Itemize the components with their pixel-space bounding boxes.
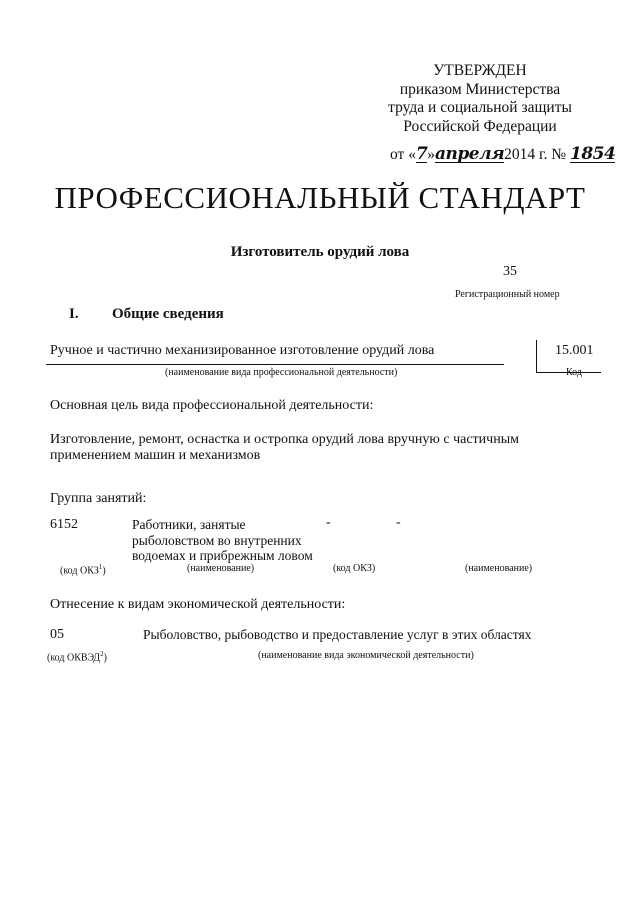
order-number: 1854	[570, 144, 616, 164]
section-heading: Общие сведения	[112, 306, 224, 322]
order-day: 7	[415, 144, 428, 164]
document-title: ПРОФЕССИОНАЛЬНЫЙ СТАНДАРТ	[54, 180, 586, 215]
activity-code-caption: Код	[566, 367, 582, 378]
order-quote-close: »	[427, 146, 436, 163]
caption-okz-code: (код ОКЗ$^1$)	[60, 563, 106, 577]
order-month: апреля	[435, 144, 505, 164]
caption-okz-name: (наименование)	[187, 563, 255, 574]
activity-underline	[46, 364, 504, 365]
economic-label: Отнесение к видам экономической деятельности:	[50, 597, 346, 612]
activity-name-caption: (наименование вида профессиональной деятельности)	[165, 367, 398, 378]
economic-code: 05	[50, 627, 64, 642]
approval-block	[360, 62, 600, 136]
activity-code: 15.001	[555, 343, 594, 358]
order-prefix: от «	[390, 146, 416, 163]
occupation-name-2: -	[396, 515, 401, 530]
goal-label: Основная цель вида профессиональной деятельности:	[50, 398, 374, 413]
approval-line-ministry: труда и социальной защиты	[388, 99, 572, 116]
caption-okz-name-2: (наименование)	[465, 563, 533, 574]
economic-name: Рыболовство, рыбоводство и предоставление услуг в этих областях	[143, 627, 532, 642]
occupation-code: 6152	[50, 517, 78, 532]
registration-number: 35	[503, 264, 517, 279]
occupation-group-label: Группа занятий:	[50, 491, 147, 506]
goal-text: Изготовление, ремонт, оснастка и остропка орудий лова вручную с частичным применением машин и механизмов	[50, 432, 519, 463]
caption-okved-code: (код ОКВЭД$^2$)	[47, 650, 107, 664]
occupation-name: Работники, занятые рыболовством во внутренних водоемах и прибрежным ловом	[132, 517, 313, 563]
order-year: 2014 г. №	[504, 146, 567, 163]
order-date-line	[390, 146, 615, 164]
section-numeral: I.	[69, 306, 79, 322]
approval-title: УТВЕРЖДЕН	[433, 62, 527, 79]
activity-name: Ручное и частично механизированное изготовление орудий лова	[50, 343, 435, 358]
document-subtitle: Изготовитель орудий лова	[230, 244, 410, 260]
registration-label: Регистрационный номер	[455, 289, 560, 300]
approval-line-order: приказом Министерства	[399, 80, 561, 98]
occupation-code-2: -	[326, 515, 331, 530]
caption-okved-name: (наименование вида экономической деятельности)	[258, 650, 474, 661]
caption-okz-code-2: (код ОКЗ)	[333, 563, 376, 574]
approval-line-country: Российской Федерации	[403, 117, 557, 135]
